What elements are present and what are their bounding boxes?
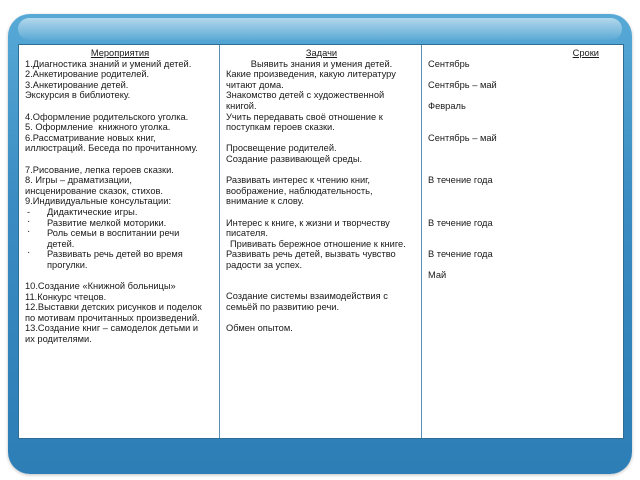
event-line: 2.Анкетирование родителей. bbox=[25, 69, 150, 80]
task-line: внимание к слову. bbox=[226, 196, 304, 207]
task-line: книгой. bbox=[226, 100, 257, 111]
task-line: поступкам героев сказки. bbox=[226, 122, 335, 133]
event-line: 7.Рисование, лепка героев сказки. bbox=[25, 164, 174, 175]
header-tasks: Задачи bbox=[305, 48, 338, 58]
term-line: Сентябрь – май bbox=[428, 79, 497, 90]
event-line: 11.Конкурс чтецов. bbox=[25, 291, 107, 302]
task-line: семьёй по развитию речи. bbox=[226, 302, 340, 313]
event-line: 9.Индивидуальные консультации: bbox=[25, 196, 172, 207]
tasks-column bbox=[220, 45, 422, 438]
task-line: Развивать интерес к чтению книг, bbox=[226, 175, 370, 186]
event-line: по мотивам прочитанных произведений. bbox=[25, 312, 200, 323]
term-line: Сентябрь bbox=[428, 58, 470, 69]
term-line: Сентябрь – май bbox=[428, 132, 497, 143]
task-line: писателя. bbox=[226, 228, 268, 239]
term-line: В течение года bbox=[428, 217, 493, 228]
event-line: 13.Создание книг – самоделок детьми и bbox=[25, 323, 199, 334]
task-line: радости за успех. bbox=[226, 259, 303, 270]
event-line: 8. Игры – драматизации, bbox=[25, 175, 132, 186]
consult-item: - Дидактические игры. bbox=[25, 207, 215, 218]
event-line: 5. Оформление книжного уголка. bbox=[25, 122, 171, 133]
event-line: 12.Выставки детских рисунков и поделок bbox=[25, 302, 202, 313]
consult-item: · Развитие мелкой моторики. bbox=[25, 218, 215, 229]
events-column bbox=[19, 45, 220, 438]
terms-column bbox=[422, 45, 623, 438]
task-line: Какие произведения, какую литературу bbox=[226, 69, 396, 80]
consult-item-cont: прогулки. bbox=[47, 259, 88, 270]
consult-item-cont: детей. bbox=[47, 238, 75, 249]
event-line: их родителями. bbox=[25, 334, 92, 345]
task-line: Просвещение родителей. bbox=[226, 143, 337, 154]
task-line: читают дома. bbox=[226, 79, 284, 90]
task-line: Создание развивающей среды. bbox=[226, 153, 363, 164]
task-line: Выявить знания и умения детей. bbox=[250, 58, 393, 69]
task-line: Создание системы взаимодействия с bbox=[226, 291, 388, 302]
event-line: инсценирование сказок, стихов. bbox=[25, 185, 164, 196]
header-events: Мероприятия bbox=[90, 48, 150, 58]
header-terms: Сроки bbox=[572, 48, 599, 58]
task-line: Интерес к книге, к жизни и творчеству bbox=[226, 217, 390, 228]
task-line: Обмен опытом. bbox=[226, 323, 293, 334]
event-line: 1.Диагностика знаний и умений детей. bbox=[25, 58, 192, 69]
task-line: Прививать бережное отношение к книге. bbox=[230, 238, 406, 249]
consult-item: · Роль семьи в воспитании речи bbox=[25, 228, 215, 239]
event-line: 6.Рассматривание новых книг, bbox=[25, 132, 156, 143]
consult-item: · Развивать речь детей во время bbox=[25, 249, 215, 260]
event-line: 3.Анкетирование детей. bbox=[25, 79, 129, 90]
term-line: Май bbox=[428, 269, 447, 280]
plan-table bbox=[18, 44, 624, 439]
task-line: Учить передавать своё отношение к bbox=[226, 111, 383, 122]
term-line: В течение года bbox=[428, 249, 493, 260]
term-line: В течение года bbox=[428, 175, 493, 186]
event-line: 4.Оформление родительского уголка. bbox=[25, 111, 189, 122]
task-line: воображение, наблюдательность, bbox=[226, 185, 373, 196]
event-line: 10.Создание «Книжной больницы» bbox=[25, 281, 176, 292]
task-line: Знакомство детей с художественной bbox=[226, 90, 385, 101]
event-line: иллюстраций. Беседа по прочитанному. bbox=[25, 143, 198, 154]
event-line: Экскурсия в библиотеку. bbox=[25, 90, 131, 101]
panel-gloss bbox=[18, 18, 622, 40]
task-line: Развивать речь детей, вызвать чувство bbox=[226, 249, 396, 260]
term-line: Февраль bbox=[428, 100, 466, 111]
